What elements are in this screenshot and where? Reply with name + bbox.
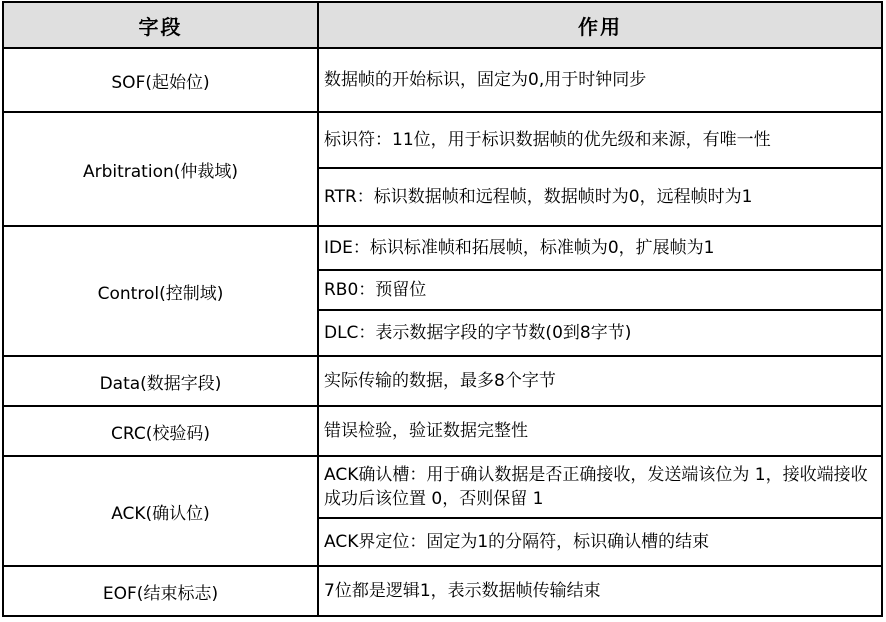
table-header-row <box>3 2 882 48</box>
desc-cell <box>318 48 882 112</box>
desc-text: ACK界定位：固定为1的分隔符，标识确认槽的结束 <box>324 532 710 552</box>
desc-text: 错误检验，验证数据完整性 <box>324 421 528 441</box>
table-row <box>3 456 882 566</box>
desc-text: RTR：标识数据帧和远程帧，数据帧时为0，远程帧时为1 <box>324 187 753 207</box>
field-cell: CRC(校验码) <box>3 406 318 456</box>
desc-text: ACK确认槽：用于确认数据是否正确接收，发送端该位为 1，接收端接收成功后该位置 0，否则保留 1 <box>319 457 881 519</box>
table-row <box>3 226 882 356</box>
field-cell: Data(数据字段) <box>3 356 318 406</box>
desc-text: 7位都是逻辑1，表示数据帧传输结束 <box>324 581 601 601</box>
desc-text: IDE：标识标准帧和拓展帧，标准帧为0，扩展帧为1 <box>319 227 881 271</box>
field-cell: SOF(起始位) <box>3 48 318 112</box>
desc-text: 实际传输的数据，最多8个字节 <box>324 371 556 391</box>
desc-cell <box>318 406 882 456</box>
table-row <box>3 112 882 226</box>
desc-text: DLC：表示数据字段的字节数(0到8字节) <box>324 323 632 343</box>
desc-cell <box>318 456 882 566</box>
desc-text: 标识符：11位，用于标识数据帧的优先级和来源，有唯一性 <box>319 113 881 169</box>
header-purpose: 作用 <box>318 2 882 48</box>
desc-text: RB0：预留位 <box>319 271 881 311</box>
desc-cell <box>318 112 882 226</box>
table-row <box>3 406 882 456</box>
desc-text: 数据帧的开始标识，固定为0,用于时钟同步 <box>324 70 647 90</box>
table-row <box>3 566 882 616</box>
desc-cell <box>318 226 882 356</box>
desc-cell <box>318 566 882 616</box>
field-cell: Control(控制域) <box>3 226 318 356</box>
table-row <box>3 356 882 406</box>
header-field: 字段 <box>3 2 318 48</box>
field-cell: Arbitration(仲裁域) <box>3 112 318 226</box>
field-cell: EOF(结束标志) <box>3 566 318 616</box>
field-cell: ACK(确认位) <box>3 456 318 566</box>
table-row <box>3 48 882 112</box>
can-frame-fields-table <box>2 1 883 617</box>
desc-cell <box>318 356 882 406</box>
